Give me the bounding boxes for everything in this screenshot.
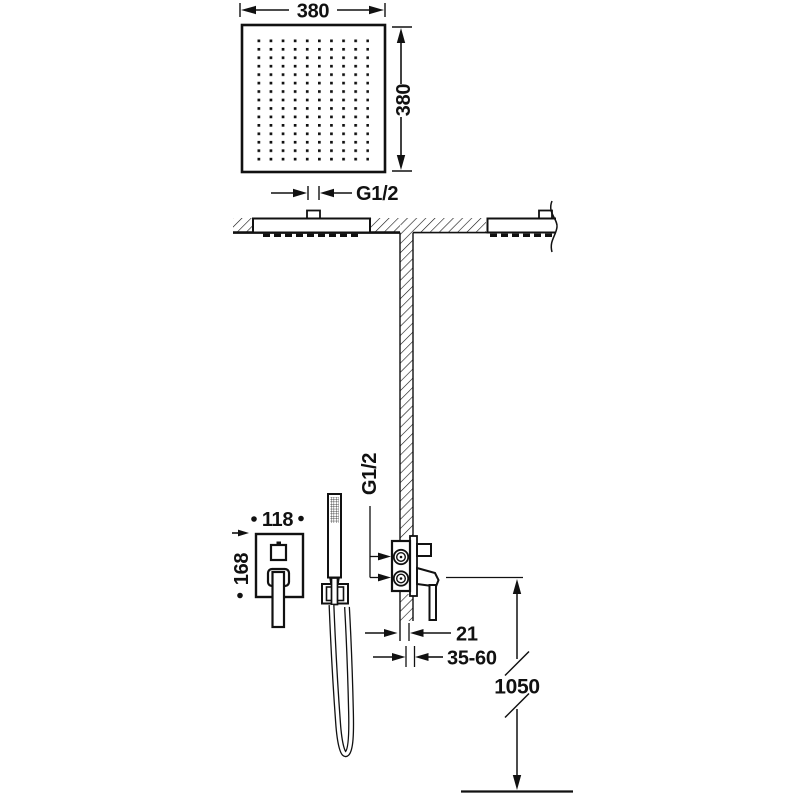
dim-dot <box>251 516 257 522</box>
wand-spray-face <box>330 497 339 523</box>
wall-hatch-upper <box>401 218 414 538</box>
dim-label-plate-height: 168 <box>231 552 253 586</box>
dim-head-depth <box>392 27 415 171</box>
mixer-front-view <box>256 534 303 627</box>
arrowhead-left-icon <box>410 629 424 637</box>
arrowhead-left-icon <box>415 653 429 661</box>
arrowhead-up-icon <box>513 579 521 594</box>
arrowhead-right-icon <box>392 653 406 661</box>
arrowhead-right-icon <box>238 530 249 537</box>
arrowhead-right-icon <box>369 6 384 14</box>
dim-dot <box>237 593 243 599</box>
dim-head-width <box>240 1 385 23</box>
dim-trim-projection <box>365 623 478 646</box>
arrowhead-right-icon <box>378 553 391 561</box>
ceiling-hatch <box>413 218 486 233</box>
dim-label-head-width: 380 <box>296 0 330 23</box>
dim-label-valve-height: 1050 <box>494 675 540 699</box>
wall-hatch-lower <box>401 594 414 621</box>
dim-install-depth <box>373 646 497 670</box>
lever-bar-front <box>273 572 285 627</box>
dim-dot <box>298 516 304 522</box>
dim-head-connection <box>271 183 398 205</box>
shower-head-side-view <box>253 211 370 236</box>
lever-bar-side <box>430 585 437 620</box>
arrowhead-down-icon <box>397 155 405 170</box>
wand-handle-through-bracket <box>332 578 338 605</box>
dim-plate-width <box>251 509 304 531</box>
arrowhead-down-icon <box>513 775 521 790</box>
ceiling-hatch <box>370 218 400 233</box>
dim-label-install-depth: 35-60 <box>447 647 497 670</box>
inlet-port-top-center <box>400 556 403 559</box>
shower-head-side-view-partial <box>488 201 558 252</box>
arrowhead-right-icon <box>384 629 398 637</box>
ceiling-hatch <box>233 218 253 233</box>
dim-plate-height <box>231 530 253 599</box>
head-side-body <box>253 219 370 233</box>
mixer-valve-side-view <box>392 536 439 620</box>
dim-label-plate-width: 118 <box>261 509 294 531</box>
dim-valve-height <box>446 578 573 792</box>
head-side-body <box>488 219 557 233</box>
dim-valve-connection <box>359 453 391 582</box>
diverter-button <box>271 545 286 560</box>
arrowhead-left-icon <box>320 189 334 197</box>
arrowhead-right-icon <box>378 574 391 582</box>
dim-label-valve-connection: G1/2 <box>359 452 381 496</box>
dim-label-head-depth: 380 <box>393 83 415 117</box>
arrowhead-left-icon <box>241 6 256 14</box>
inlet-port-bottom-center <box>400 577 403 580</box>
dim-label-trim-projection: 21 <box>456 623 478 646</box>
diverter-knob-side <box>417 544 431 556</box>
nozzle-dot-grid <box>257 39 369 161</box>
hand-shower <box>322 494 351 754</box>
arrowhead-right-icon <box>293 189 307 197</box>
shower-head-plan-view <box>242 25 385 172</box>
arrowhead-up-icon <box>397 28 405 43</box>
dim-label-head-connection: G1/2 <box>356 183 399 205</box>
lever-handle-side <box>417 568 439 587</box>
